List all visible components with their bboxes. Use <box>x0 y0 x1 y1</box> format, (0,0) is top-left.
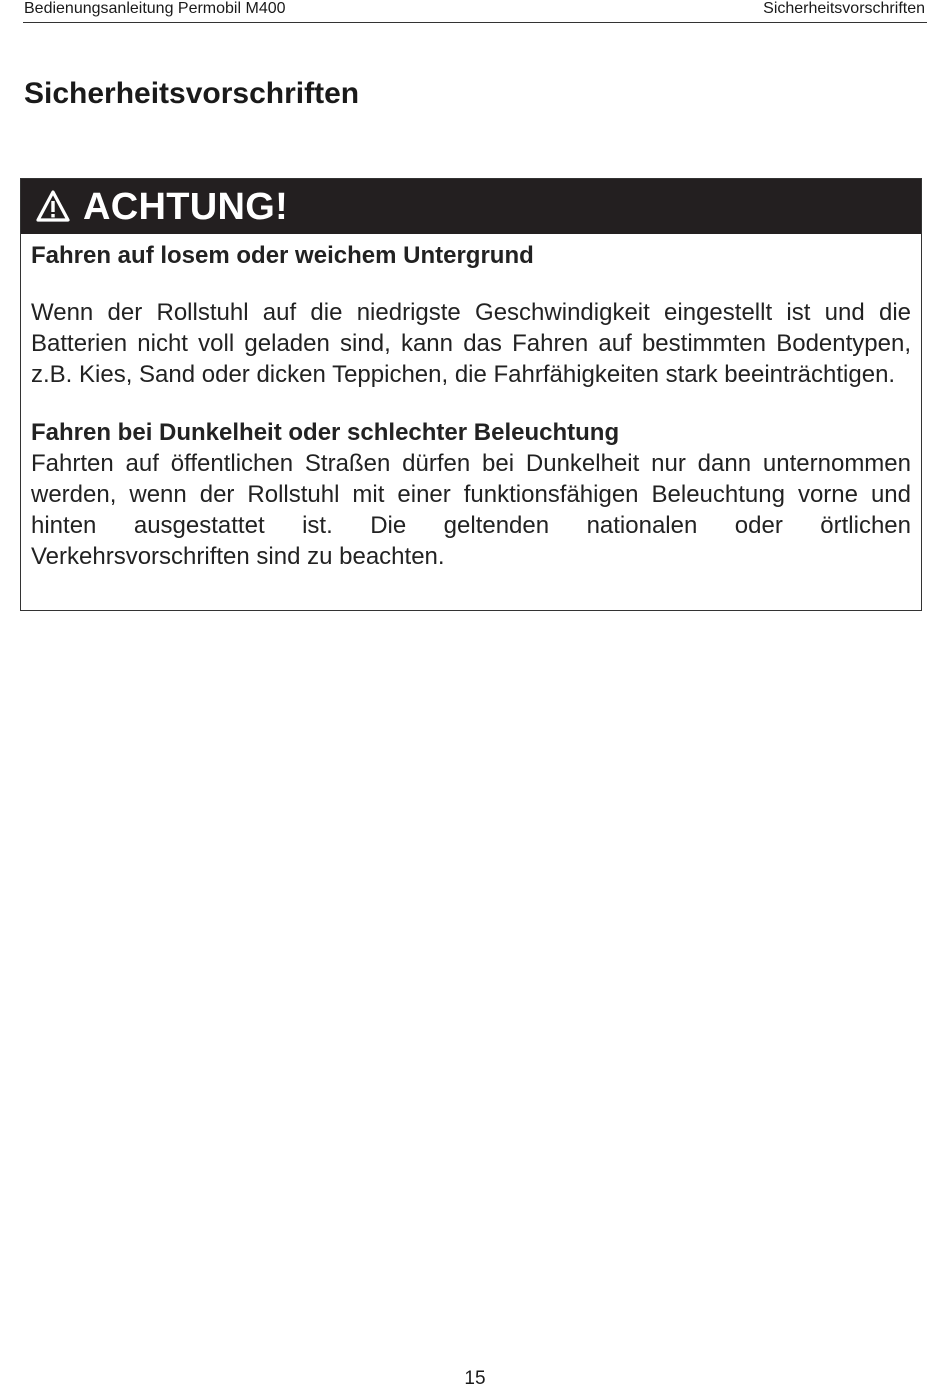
warning-header <box>21 179 921 234</box>
warning-triangle-icon <box>35 189 71 223</box>
warning-title: ACHTUNG! <box>83 186 289 228</box>
section-heading-loose-ground: Fahren auf losem oder weichem Untergrund <box>31 242 534 269</box>
header-document-title: Bedienungsanleitung Permobil M400 <box>24 0 286 17</box>
page-title: Sicherheitsvorschriften <box>24 77 360 110</box>
section-text-darkness: Fahrten auf öffentlichen Straßen dürfen bei Dunkelheit nur dann unternommen werden, wenn der Rollstuhl mit einer funktionsfähigen Beleuchtung vorne und hinten ausgestattet ist. Die geltenden nationalen oder örtlichen Verkehrsvorschriften sind zu beachten. <box>31 450 911 570</box>
section-text-loose-ground: Wenn der Rollstuhl auf die niedrigste Geschwindigkeit eingestellt ist und die Batterien nicht voll geladen sind, kann das Fahren auf bestimmten Bodentypen, z.B. Kies, Sand oder dicken Teppichen, die Fahrfähigkeiten stark beeinträchtigen. <box>31 299 911 388</box>
page-number: 15 <box>464 1368 486 1389</box>
running-header <box>23 0 927 23</box>
warning-box <box>20 178 922 611</box>
section-heading-darkness: Fahren bei Dunkelheit oder schlechter Beleuchtung <box>31 419 620 447</box>
warning-body <box>21 234 921 573</box>
header-section-title: Sicherheitsvorschriften <box>763 0 925 17</box>
